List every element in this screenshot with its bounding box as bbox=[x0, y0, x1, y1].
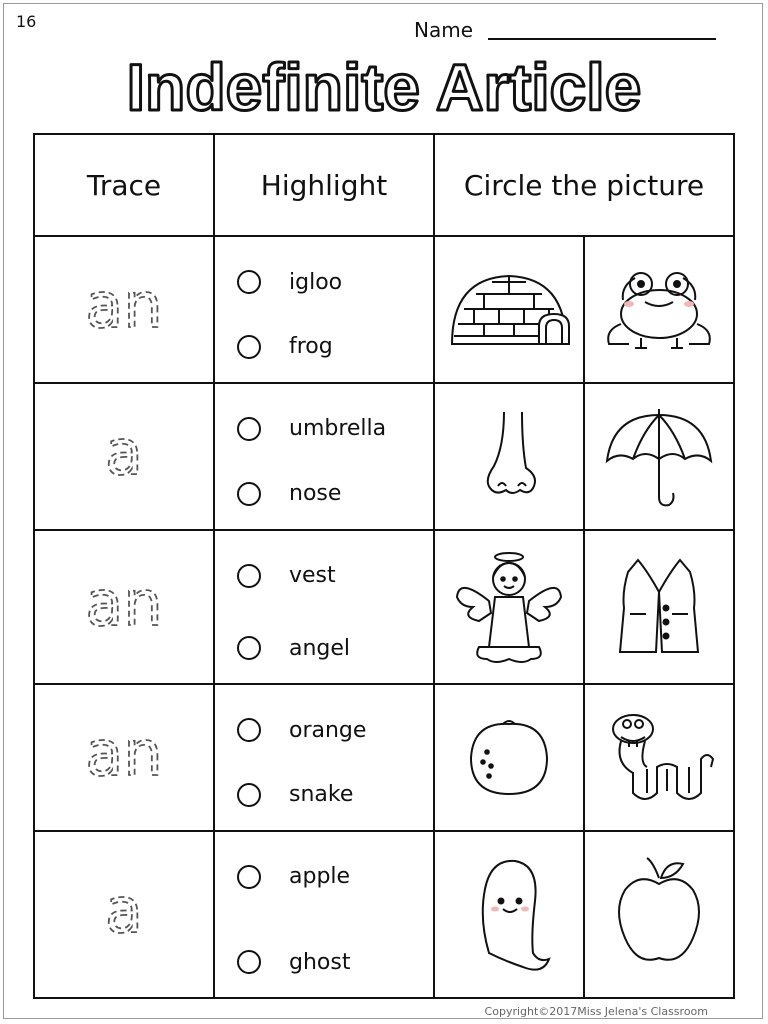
option-item[interactable] bbox=[237, 631, 433, 665]
frog-icon[interactable] bbox=[584, 236, 734, 383]
radio-bubble[interactable] bbox=[237, 482, 261, 506]
table-row bbox=[34, 530, 734, 684]
table-row bbox=[34, 831, 734, 998]
table-row bbox=[34, 236, 734, 383]
option-word: orange bbox=[289, 717, 367, 743]
angel-icon[interactable] bbox=[434, 530, 584, 684]
apple-icon[interactable] bbox=[584, 831, 734, 998]
option-item[interactable] bbox=[237, 713, 433, 747]
radio-bubble[interactable] bbox=[237, 335, 261, 359]
nose-icon[interactable] bbox=[434, 383, 584, 530]
option-item[interactable] bbox=[237, 477, 433, 511]
radio-bubble[interactable] bbox=[237, 270, 261, 294]
name-label: Name bbox=[414, 18, 474, 42]
page-title bbox=[0, 48, 768, 132]
trace-word: a bbox=[105, 884, 143, 945]
option-word: snake bbox=[289, 782, 354, 808]
trace-word: a bbox=[105, 426, 143, 487]
vest-icon[interactable] bbox=[584, 530, 734, 684]
option-item[interactable] bbox=[237, 778, 433, 812]
trace-cell[interactable] bbox=[34, 831, 214, 998]
header-trace: Trace bbox=[34, 134, 214, 236]
ghost-icon[interactable] bbox=[434, 831, 584, 998]
option-word: apple bbox=[289, 864, 351, 890]
header-highlight: Highlight bbox=[214, 134, 434, 236]
snake-icon[interactable] bbox=[584, 684, 734, 831]
trace-cell[interactable] bbox=[34, 236, 214, 383]
umbrella-icon[interactable] bbox=[584, 383, 734, 530]
copyright-text: Copyright©2017Miss Jelena's Classroom bbox=[484, 1005, 708, 1018]
page-number: 16 bbox=[16, 12, 37, 31]
trace-cell[interactable] bbox=[34, 684, 214, 831]
orange-icon[interactable] bbox=[434, 684, 584, 831]
option-word: nose bbox=[289, 481, 342, 507]
option-item[interactable] bbox=[237, 945, 433, 979]
table-row bbox=[34, 684, 734, 831]
trace-word: an bbox=[85, 727, 163, 788]
option-word: frog bbox=[289, 334, 333, 360]
trace-word: an bbox=[85, 576, 163, 637]
option-item[interactable] bbox=[237, 412, 433, 446]
igloo-icon[interactable] bbox=[434, 236, 584, 383]
trace-cell[interactable] bbox=[34, 530, 214, 684]
radio-bubble[interactable] bbox=[237, 950, 261, 974]
radio-bubble[interactable] bbox=[237, 417, 261, 441]
option-word: igloo bbox=[289, 269, 343, 295]
radio-bubble[interactable] bbox=[237, 783, 261, 807]
trace-cell[interactable] bbox=[34, 383, 214, 530]
trace-word: an bbox=[85, 279, 163, 340]
header-circle: Circle the picture bbox=[434, 134, 734, 236]
option-item[interactable] bbox=[237, 559, 433, 593]
header-row bbox=[34, 134, 734, 236]
table-row bbox=[34, 383, 734, 530]
name-write-line[interactable] bbox=[488, 38, 716, 40]
page-title-text: Indefinite Article bbox=[126, 50, 642, 124]
worksheet-table bbox=[33, 133, 735, 999]
option-item[interactable] bbox=[237, 860, 433, 894]
radio-bubble[interactable] bbox=[237, 865, 261, 889]
option-item[interactable] bbox=[237, 330, 433, 364]
option-item[interactable] bbox=[237, 265, 433, 299]
option-word: umbrella bbox=[289, 416, 387, 442]
option-word: vest bbox=[289, 563, 336, 589]
option-word: ghost bbox=[289, 949, 351, 975]
radio-bubble[interactable] bbox=[237, 636, 261, 660]
option-word: angel bbox=[289, 635, 351, 661]
radio-bubble[interactable] bbox=[237, 718, 261, 742]
radio-bubble[interactable] bbox=[237, 564, 261, 588]
